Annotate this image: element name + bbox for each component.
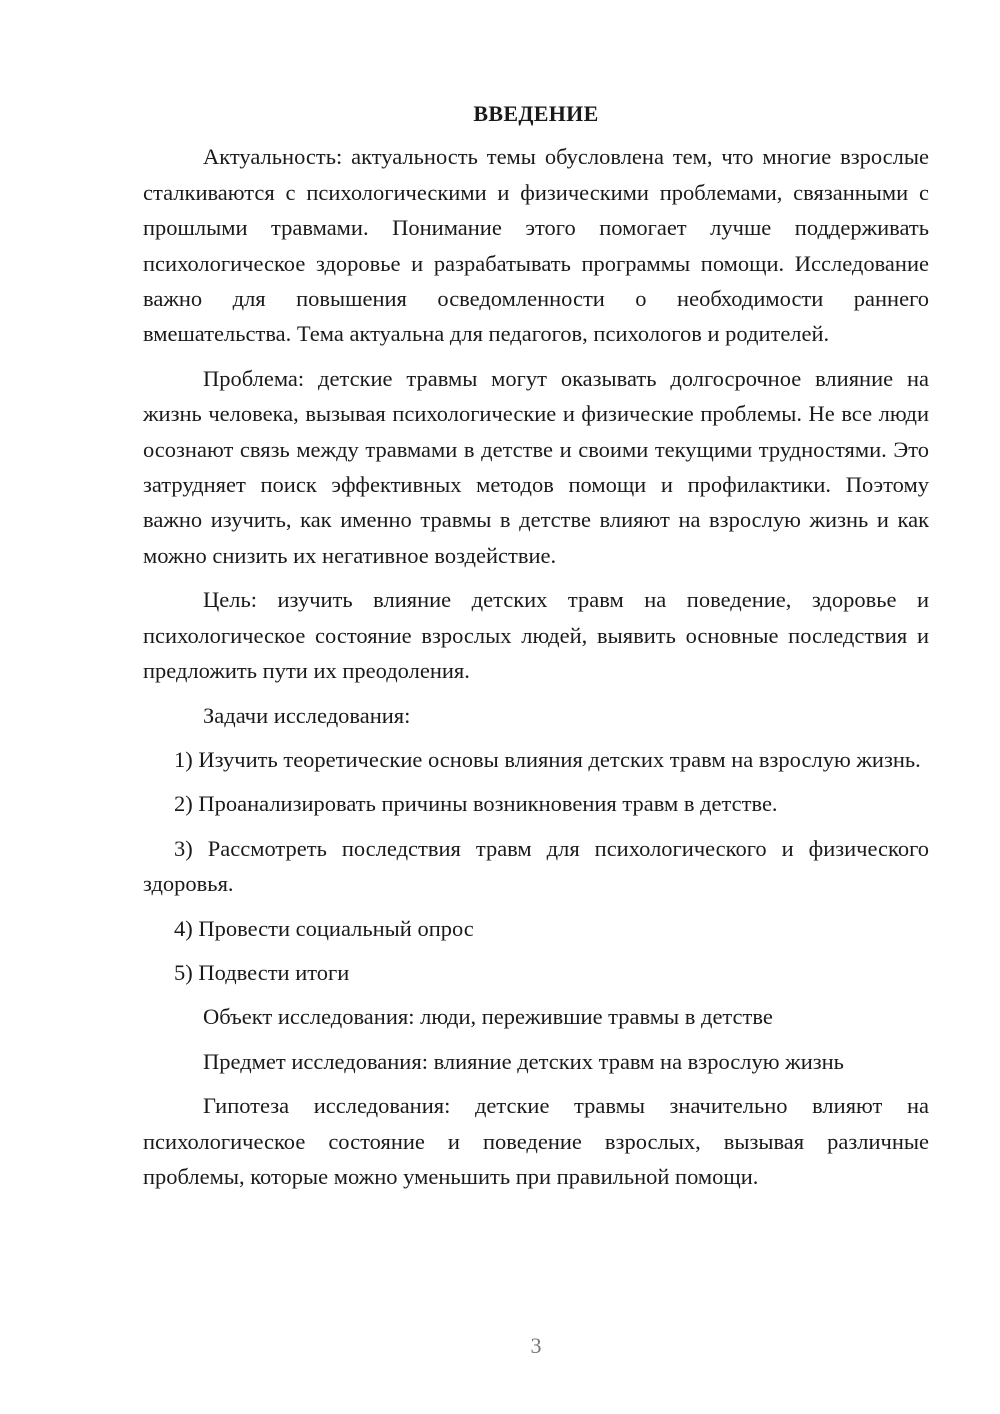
- task-item-5: 5) Подвести итоги: [174, 959, 350, 985]
- task-item-3: 3) Рассмотреть последствия травм для психологического и физического здоровья.: [143, 835, 929, 897]
- problem-paragraph: Проблема: детские травмы могут оказывать долгосрочное влияние на жизнь человека, вызывая психологические и физические проблемы. Не все люди осознают связь между травмами в детстве и своими текущими трудностями. Это затрудняет поиск эффективных методов помощи и профилактики. Поэтому важно изучить, как именно травмы в детстве влияют на взрослую жизнь и как можно снизить их негативное воздействие.: [143, 365, 929, 568]
- task-item-4: 4) Провести социальный опрос: [174, 915, 474, 941]
- task-item-2: 2) Проанализировать причины возникновения травм в детстве.: [174, 791, 778, 817]
- page-number: 3: [530, 1333, 542, 1358]
- goal-paragraph: Цель: изучить влияние детских травм на поведение, здоровье и психологическое состояние взрослых людей, выявить основные последствия и предложить пути их преодоления.: [143, 587, 929, 684]
- document-page: [143, 96, 929, 1203]
- relevance-paragraph: Актуальность: актуальность темы обусловлена тем, что многие взрослые сталкиваются с психологическими и физическими проблемами, связанными с прошлыми травмами. Понимание этого помогает лучше поддерживать психологическое здоровье и разрабатывать программы помощи. Исследование важно для повышения осведомленности о необходимости раннего вмешательства. Тема актуальна для педагогов, психологов и родителей.: [143, 144, 929, 347]
- research-object: Объект исследования: люди, пережившие травмы в детстве: [203, 1004, 773, 1030]
- section-heading: ВВЕДЕНИЕ: [473, 101, 599, 126]
- tasks-heading: Задачи исследования:: [203, 702, 411, 728]
- research-subject: Предмет исследования: влияние детских травм на взрослую жизнь: [203, 1048, 844, 1074]
- task-item-1: 1) Изучить теоретические основы влияния детских травм на взрослую жизнь.: [174, 746, 921, 772]
- research-hypothesis: Гипотеза исследования: детские травмы значительно влияют на психологическое состояние и поведение взрослых, вызывая различные проблемы, которые можно уменьшить при правильной помощи.: [143, 1093, 929, 1189]
